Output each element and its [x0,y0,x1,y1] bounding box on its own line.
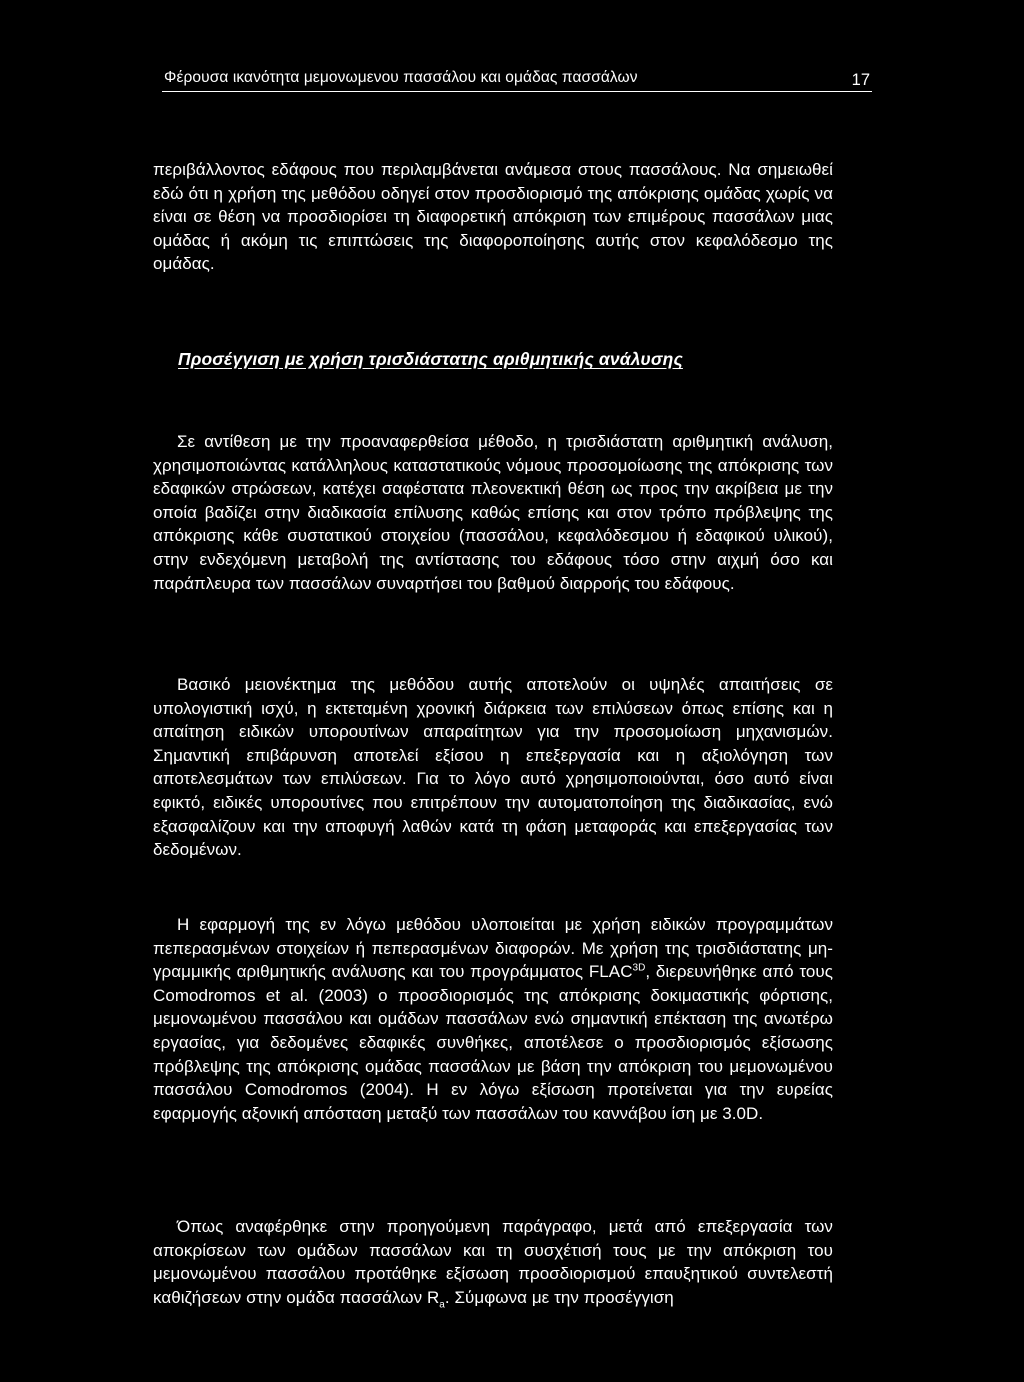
paragraph-flac3d-application [153,913,833,1125]
running-header-title: Φέρουσα ικανότητα μεμονωμενου πασσάλου και ομάδας πασσάλων [164,69,638,86]
text-run: Η εφαρμογή της εν λόγω μεθόδου υλοποιείται με χρήση ειδικών προγραμμάτων πεπερασμένων στοιχείων ή πεπερασμένων διαφορών. Με χρήση της τρισδιάστατης μη-γραμμικής αριθμητικής ανάλυσης και του προγράμματος FLAC [153,915,833,982]
subscript: a [439,1299,445,1311]
paragraph-3d-analysis-advantages: Σε αντίθεση με την προαναφερθείσα μέθοδο, η τρισδιάστατη αριθμητική ανάλυση, χρησιμοποιώντας κατάλληλους καταστατικούς νόμους προσομοίωσης της απόκρισης των εδαφικών στρώσεων, κατέχει σαφέστατα πλεονεκτική θέση ως προς την ακρίβεια με την οποία βαδίζει στην διαδικασία επίλυσης καθώς επίσης και στον τρόπο πρόβλεψης της απόκρισης κάθε συστατικού στοιχείου (πασσάλου, κεφαλόδεσμου ή εδαφικού υλικού), στην ενδεχόμενη μεταβολή της αντίστασης του εδάφους τόσο στην αιχμή όσο και παράπλευρα των πασσάλων συναρτήσει του βαθμού διαρροής του εδάφους. [153,432,833,593]
running-header [162,67,872,92]
page-number: 17 [851,71,870,89]
text-run: Όπως αναφέρθηκε στην προηγούμενη παράγραφο, μετά από επεξεργασία των αποκρίσεων των ομάδων πασσάλων και τη συσχέτισή τους με την απόκριση του μεμονωμένου πασσάλου προτάθηκε εξίσωση προσδιορισμού επαυξητικού συντελεστή καθιζήσεων στην ομάδα πασσάλων R [153,1217,833,1307]
superscript: 3D [632,962,646,974]
paragraph-disadvantages: Βασικό μειονέκτημα της μεθόδου αυτής αποτελούν οι υψηλές απαιτήσεις σε υπολογιστική ισχύ, η εκτεταμένη χρονική διάρκεια των επιλύσεων όπως επίσης και η απαίτηση ειδικών υπορουτίνων απαραίτητων για την προσομοίωση μηχανισμών. Σημαντική επιβάρυνση αποτελεί εξίσου η επεξεργασία και η αξιολόγηση των αποτελεσμάτων των επιλύσεων. Για το λόγο αυτό χρησιμοποιούνται, όσο αυτό είναι εφικτό, ειδικές υπορουτίνες που επιτρέπουν την αυτοματοποίηση της διαδικασίας, ενώ εξασφαλίζουν και την αποφυγή λαθών κατά τη φάση μεταφοράς και επεξεργασίας των δεδομένων. [153,675,833,860]
paragraph-continuation: περιβάλλοντος εδάφους που περιλαμβάνεται ανάμεσα στους πασσάλους. Να σημειωθεί εδώ ότι η χρήση της μεθόδου οδηγεί στον προσδιορισμό της απόκρισης ομάδας χωρίς να είναι σε θέση να προσδιορίσει τη διαφορετική απόκριση των επιμέρους πασσάλων μιας ομάδας ή ακόμη τις επιπτώσεις της διαφοροποίησης αυτής στον κεφαλόδεσμο της ομάδας. [153,160,833,274]
text-run: , διερευνήθηκε από τους Comodromos et al. (2003) ο προσδιορισμός της απόκρισης δοκιμαστικής φόρτισης, μεμονωμένου πασσάλου και ομάδων πασσάλων ενώ σημαντική επέκταση της ανωτέρω εργασίας, για δεδομένες εδαφικές συνθήκες, αποτέλεσε ο προσδιορισμός εξίσωσης πρόβλεψης της απόκρισης ομάδας πασσάλων με βάση την απόκριση του μεμονωμένου πασσάλου Comodromos (2004). Η εν λόγω εξίσωση προτείνεται για την ευρείας εφαρμογής αξονική απόσταση μεταξύ των πασσάλων του καννάβου ίση με 3.0D. [153,962,833,1123]
text-run: . Σύμφωνα με την προσέγγιση [444,1287,674,1307]
paragraph-settlement-factor [153,1215,833,1309]
section-heading: Προσέγγιση με χρήση τρισδιάστατης αριθμητικής ανάλυσης [178,349,683,369]
